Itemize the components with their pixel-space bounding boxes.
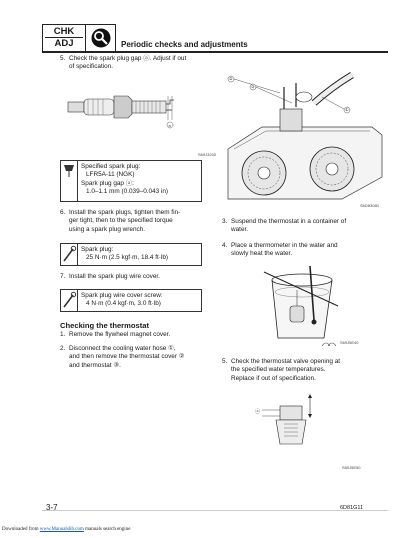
manualslib-link[interactable]: www.Manualslib.com <box>39 527 84 532</box>
step-text-line2: of specification. <box>69 63 114 71</box>
step-text-line3: and thermostat ③. <box>69 361 121 369</box>
spec-value: 1.0–1.1 mm (0.039–0.043 in) <box>86 188 169 196</box>
spec-label: Spark plug wire cover screw: <box>81 292 163 299</box>
step-text-line1: Suspend the thermostat in a container of <box>231 218 347 225</box>
chapter-code-bottom: ADJ <box>45 37 83 50</box>
spec-box-cover-screw-torque <box>60 289 202 312</box>
spec-box-spark-plug <box>60 160 202 202</box>
step-number: 4. <box>222 242 228 249</box>
spec-label: Spark plug: <box>81 246 114 253</box>
spec-value: LFR5A-11 (NGK) <box>86 171 135 179</box>
step-text-line2: and then remove the thermostat cover ② <box>69 353 185 361</box>
spec-value: 4 N·m (0.4 kgf·m, 3.0 ft·lb) <box>86 300 161 308</box>
spec-text <box>81 246 168 263</box>
footer-rule <box>42 510 388 511</box>
step-text-line2: water. <box>231 226 249 234</box>
header-rule <box>42 51 388 53</box>
callout-1: ① <box>345 107 349 112</box>
spec-value: 25 N·m (2.5 kgf·m, 18.4 ft·lb) <box>86 254 169 262</box>
step-text: Remove the flywheel magnet cover. <box>69 331 171 338</box>
step-text-line3: using a spark plug wrench. <box>69 225 146 233</box>
page-section-title: Periodic checks and adjustments <box>121 40 248 49</box>
step-text: Install the spark plug wire cover. <box>69 273 160 280</box>
thermostat-container-figure <box>262 262 352 346</box>
step-number: 5. <box>60 55 66 62</box>
step-number: 3. <box>222 218 228 225</box>
step-text-line1: Check the thermostat valve opening at <box>231 358 341 365</box>
spec-label: Specified spark plug: <box>81 163 141 170</box>
spec-tool-icon <box>61 161 78 201</box>
chapter-tab <box>42 24 116 52</box>
chapter-code-top: CHK <box>53 26 75 37</box>
step-text-line1: Place a thermometer in the water and <box>231 242 338 249</box>
step-text-line1: Disconnect the cooling water hose ①, <box>69 345 176 352</box>
step-number: 1. <box>60 331 66 338</box>
torque-wrench-icon <box>61 244 78 265</box>
spark-plug-figure <box>66 80 216 140</box>
step-number: 7. <box>60 273 66 280</box>
model-code: 6D81G11 <box>340 505 364 511</box>
callout-3: ③ <box>251 84 255 89</box>
step-text-line2: ger tight, then to the specified torque <box>69 217 173 225</box>
spec-text <box>81 163 168 197</box>
spec-label: Spark plug gap ⓐ: <box>81 179 134 187</box>
step-number: 2. <box>60 345 66 352</box>
download-prefix: Downloaded from <box>2 527 39 532</box>
spec-text <box>81 292 163 309</box>
step-number: 6. <box>60 209 66 216</box>
engine-thermostat-figure <box>222 57 386 207</box>
download-suffix: manuals search engine <box>85 527 131 532</box>
step-text-line2: slowly heat the water. <box>231 250 293 258</box>
thermostat-valve-figure <box>254 392 320 454</box>
wrench-magnifier-icon <box>90 27 112 49</box>
figure-code: S69J3200 <box>198 152 217 157</box>
step-text-line1: Install the spark plugs, tighten them fin- <box>69 209 181 216</box>
svg-text:a: a <box>168 123 171 128</box>
step-text-line2: the specified water temperatures. <box>231 366 326 374</box>
figure-code: S69J5E50 <box>342 465 361 470</box>
page-number: 3-7 <box>46 503 58 512</box>
step-number: 5. <box>222 358 228 365</box>
download-notice <box>2 527 130 532</box>
dimension-label: ⓐ <box>255 409 261 415</box>
chapter-tab-divider <box>85 25 86 51</box>
figure-code: S69J5E40 <box>340 340 359 345</box>
spec-box-plug-torque <box>60 243 202 266</box>
figure-code: S6D83080 <box>360 203 379 208</box>
torque-wrench-icon <box>61 290 78 311</box>
callout-2: ② <box>229 76 233 81</box>
step-text-line3: Replace if out of specification. <box>231 374 316 382</box>
step-text-line1: Check the spark plug gap ⓐ. Adjust if out <box>69 55 187 62</box>
section-heading: Checking the thermostat <box>60 321 150 330</box>
